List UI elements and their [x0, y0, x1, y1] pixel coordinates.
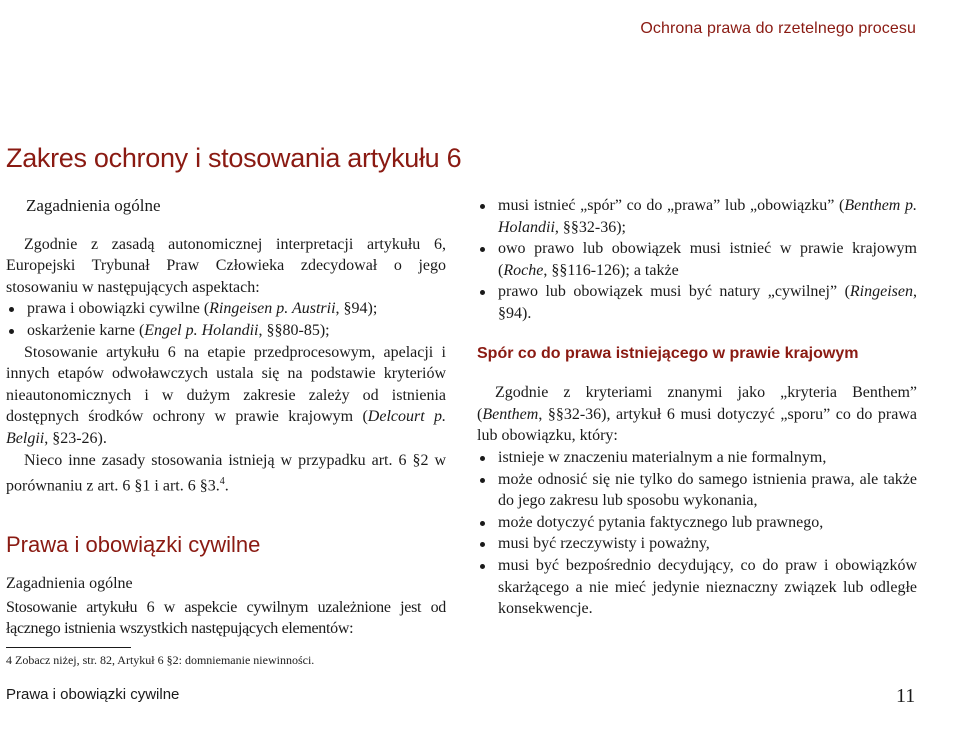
applicability-list — [6, 298, 446, 341]
paragraph-civil-elements: Stosowanie artykułu 6 w aspekcie cywilnym uzależnione jest od łącznego istnienia wszystkich następujących elementów: — [6, 598, 446, 638]
paragraph-intro: Zgodnie z zasadą autonomicznej interpretacji artykułu 6, Europejski Trybunał Praw Człowieka zdecydował o jego stosowaniu w następujących aspektach: — [6, 235, 446, 296]
right-column — [477, 195, 917, 620]
dispute-criteria-list — [477, 447, 917, 620]
list-item: musi być bezpośrednio decydujący, co do praw i obowiązków skarżącego a nie mieć jedynie nieznaczny związek lub odległe konsekwencje. — [477, 555, 917, 620]
footnote-divider — [6, 647, 131, 648]
chapter-heading: Zakres ochrony i stosowania artykułu 6 — [6, 143, 462, 173]
page-number: 11 — [896, 685, 916, 707]
civil-criteria-list — [477, 195, 917, 325]
section-heading-civil: Prawa i obowiązki cywilne — [6, 532, 261, 557]
paragraph-article-6-2: Nieco inne zasady stosowania istnieją w przypadku art. 6 §2 w porównaniu z art. 6 §1 i art. 6 §3.$^4$. — [6, 451, 446, 495]
subheading-general: Zagadnienia ogólne — [26, 196, 161, 215]
running-header: Ochrona prawa do rzetelnego procesu — [640, 20, 916, 37]
subheading-general-2: Zagadnienia ogólne — [6, 575, 133, 592]
list-item: oskarżenie karne (Engel p. Holandii, §§80-85); — [6, 320, 446, 342]
list-item: musi istnieć „spór” co do „prawa” lub „obowiązku” (Benthem p. Holandii, §§32-36); — [477, 195, 917, 238]
footnote: 4 Zobacz niżej, str. 82, Artykuł 6 §2: domniemanie niewinności. — [6, 653, 315, 667]
list-item: istnieje w znaczeniu materialnym a nie formalnym, — [477, 447, 917, 469]
running-footer: Prawa i obowiązki cywilne — [6, 686, 180, 703]
list-item: prawa i obowiązki cywilne (Ringeisen p. Austrii, §94); — [6, 298, 446, 320]
footnote-marker: 4 — [219, 476, 225, 488]
paragraph-benthem: Zgodnie z kryteriami znanymi jako „kryteria Benthem” (Benthem, §§32-36), artykuł 6 musi dotyczyć „sporu” co do prawa lub obowiązku, który: — [477, 384, 917, 445]
left-column — [6, 195, 446, 497]
list-item: może odnosić się nie tylko do samego istnienia prawa, ale także do jego zakresu lub sposobu wykonania, — [477, 469, 917, 512]
list-item: owo prawo lub obowiązek musi istnieć w prawie krajowym (Roche, §§116-126); a także — [477, 238, 917, 281]
list-item: prawo lub obowiązek musi być natury „cywilnej” (Ringeisen, §94). — [477, 281, 917, 324]
paragraph-pretrial: Stosowanie artykułu 6 na etapie przedprocesowym, apelacji i innych etapów odwoławczych ustala się na podstawie kryteriów nieautonomicznych i w dużym zakresie zależy od istnienia dostępnych środków ochrony w prawie krajowym (Delcourt p. Belgii, §23-26). — [6, 343, 447, 447]
list-item: musi być rzeczywisty i poważny, — [477, 533, 917, 555]
left-column-lower — [6, 573, 446, 640]
subsection-heading-dispute: Spór co do prawa istniejącego w prawie krajowym — [477, 344, 859, 362]
list-item: może dotyczyć pytania faktycznego lub prawnego, — [477, 512, 917, 534]
